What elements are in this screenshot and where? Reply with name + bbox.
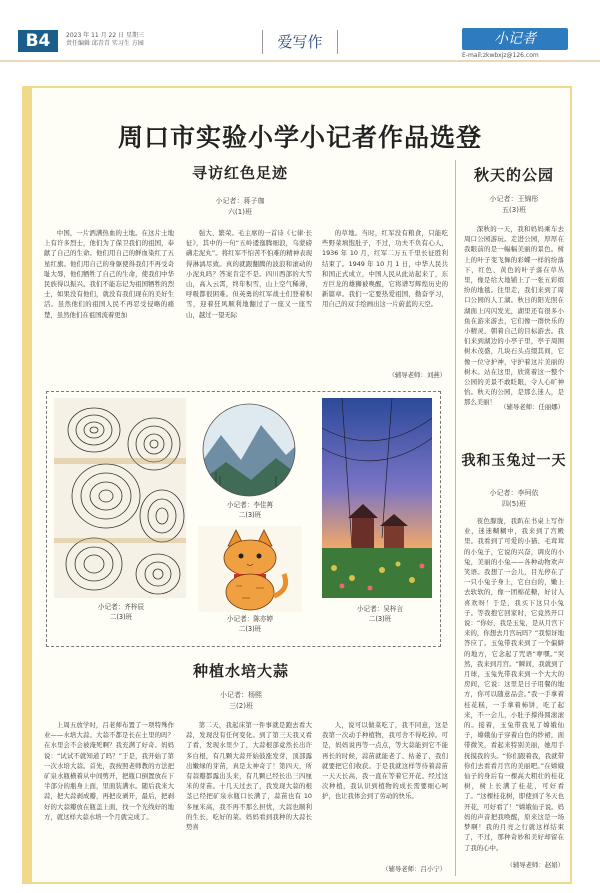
article-red-col2: 强大、繁荣。毛主席的一首诗《七律·长征》，其中的一句“五岭逶迤腾细浪，乌蒙磅礴走泥丸”。将红军不怕苦不怕难的精神表现得淋漓尽致。真的就跟翻腾的波浪和滚动的小泥丸吗？答案肯定不是。四川西部的大雪山，高入云霄，终年积雪，山上空气稀薄，呼吸都很困难。但英勇的红军战士们登着积雪，迎着狂风顺利地翻过了一座又一座雪山，越过一望无际 [186,229,312,319]
staff-line: 责任编辑 邱青青 实习生 方园 [66,40,144,47]
article-rabbit-body: 夜色朦胧，我趴在书桌上写作业，迷迷糊糊中，我来到了宫殿里。我看到了可爱的小猫、毛茸茸的小兔子，它说的兴奋，调皮的小兔，美丽的小兔——各种动物欢声笑语。我想了一会儿，目光停在了一只小兔子身上，它白白的，嫩上去软软的，像一团棉花糖，好讨人喜欢呀！于是，我买下这只小兔子。等我抱它回家时，它竟然开口说：“你好，我是玉兔，是从月宫下来的，你想去月宫玩吗？”我惊讶地答应了。玉兔带我来到了一个偏僻的地方，它念起了咒语“咿嘿。”突然，我来到月宫。“瞬间，我就到了月球，玉兔先带我来到一个大大的房间，它说：这里是日子用餐的地方，你可以随意品尝。”我一手拿着桂花糕，一手拿着柿饼，吃了起来，不一会儿，小肚子撑得圆滚滚的。接着，玉兔带我见了嫦娥仙子，嫦娥仙子穿着白色的纱裙，面带微笑，看起来特别美丽，她用手抚摸我的头。“你们跟着我，我就带你们去看看月宫的美丽吧。”在嫦娥仙子的身后有一棵高大粗壮的桂花树，树上长满了桂花，可好看了。“这棵桂花树，即使到了冬天也开花，可好看了！”嫦娥仙子说。妈妈的声音把我唤醒，原来这是一场梦啊！我的月亮之行就这样结束了，不过，那种奇妙和美好却留在了我的心中。 [464,517,564,852]
column-divider [455,160,456,876]
author-autumn: 小记者：王锦彤 [489,195,539,203]
page-number: B4 [18,30,58,52]
article-garlic-col2: 第二天，我起床第一件事就是跑去看大蒜，发现没有任何变化。到了第三天我又看了看，发现水里少了，大蒜根部竟然长出许多白根，有几颗大蒜开始鼓涨发芽，顶部露出嫩绿的芽苗，真是太神奇了！第四天，所有蒜瓣都露出头来，有几颗已经长出三四厘米的芽苗。十几天过去了，我发现大蒜的根茎已经把矿泉水瓶口长满了，蒜苗也有 10 多厘米高，我不再不那么担忧，大蒜也顺利的生长，吃好的菜。妈妈看到我种的大蒜长势喜 [186,721,312,832]
class-garlic: 三(2)班 [229,702,253,710]
byline-autumn [466,194,562,216]
section-title: 爱写作 [262,30,338,54]
editor-red: （辅导老师：刘燕） [388,371,446,379]
editor-garlic: （辅导老师：吕小宁） [382,865,446,873]
article-red-col1: 中国，一片洒满热血的土地。在这片土地上有许多烈士，他们为了保卫我们的祖国，奉献了自己的生命。他们用自己的鲜血染红了五星红旗。他们用自己的身躯使得我们不再受奇耻大辱，他们牺牲了自己的生命，使我们中华民族得以振兴。我们不能忘记为祖国牺牲的烈士，如果没有他们，就没有我们现在的美好生活。虽然他们的祖国人民不再忍受侵略的痛楚，虽然他们在祖国流着更加 [44,229,174,319]
artwork-round-landscape [196,400,302,500]
artwork-orange-cat [198,526,302,612]
class-rabbit: 四(5)班 [502,500,526,508]
artwork-caption-1: 小记者：齐梓辰 二(3)班 [97,603,145,621]
author-rabbit: 小记者：李珂依 [489,489,539,497]
issue-meta [66,32,144,48]
byline-garlic [186,690,296,712]
editor-autumn: （辅导老师：任丽娜） [500,403,564,411]
byline-red [180,196,300,218]
class-red: 六(1)班 [228,208,252,216]
article-title-rabbit: 我和玉兔过一天 [461,453,567,469]
article-garlic-col1: 上周五放学时，吕老师布置了一项特殊作业——水培大蒜。大蒜不都是长在土里的吗？在水里会不会被淹死啊？我充满了好奇。妈妈说：“试试不就知道了吗？”于是，我开始了第一次水培大蒜。首先，我按照老师教的方法把矿泉水瓶横着从中间剪开，把瓶口倒置放在下半部分的瓶身上面，里面装满水。随后我来大蒜，把大蒜剥成瓣，再把皮剥开，最后，把剥好的大蒜瓣放在瓶盖上面，找一个光线好的地方，就这样大蒜水培一个月就完成了。 [44,721,174,821]
frame-accent-bar [22,86,30,884]
author-red: 小记者：蒋子珈 [215,197,265,205]
byline-rabbit [466,488,562,510]
author-garlic: 小记者：杨熙 [220,691,262,699]
article-title-garlic: 种植水培大蒜 [192,662,289,680]
editor-rabbit: （辅导老师：赵娟） [506,861,564,869]
artwork-sunset-village [322,398,432,598]
page-header [0,0,600,62]
contact-email: E-mail:zkwbxjz@126.com [462,52,539,59]
article-autumn-body: 深秋的一天，我和妈妈乘车去周口公园游玩。走进公园，厚厚在我眼前的是一幅幅美丽的景色。树上的叶子变飞舞的彩蝶一样的纷落下，红色、黄色的叶子落在草丛里，像是给大地铺上了一张五彩缤纷的地毯。往里走，我们来到了周口公园的人工湖。秋日的阳光照在湖面上闪闪发光，湖里还有很多小鱼在游来游去，它们像一群快乐的小精灵，朝着自己的目标游去。我们来到湖边的小亭子里，亭子周围树木茂盛，几块石头点缀其间，它像一位守护神，守护着这片美丽的树木。站在这里，欣赏着这一整个公园的美景不敢眨眼，令人心旷神怡。秋天的公园，是那么迷人，是那么美丽！ [464,225,564,407]
artwork-caption-2: 小记者：李佳苒 二(3)班 [226,501,274,519]
brand-logo: 小记者 [462,28,568,50]
main-title: 周口市实验小学小记者作品选登 [117,123,482,152]
article-garlic-col3: 人，说可以做菜吃了，我不同意，这是我第一次动手种植物，我可舍不得吃掉。可是，妈妈说再等一点点，等大蒜能到它不能再长的时候，蒜苗就能老了、枯萎了，我们就要把它们收获。于是我就这样等待着蒜苗一天天长高，我一直在等着它开花。经过这次种植，我认识到植物的成长需要细心呵护，也让我体会到了劳动的快乐。 [322,721,448,801]
article-title-autumn: 秋天的公园 [473,166,554,184]
article-title-red: 寻访红色足迹 [191,164,288,182]
artwork-caption-4: 小记者：吴梓言 二(3)班 [356,605,404,623]
article-red-col3: 的草地。当时，红军没有粮食，只能吃些野菜填饱肚子，不过，功夫不负有心人，1936 年 10 月，红军二万五千里长征胜利结束了。1949 年 10 月 1 日，中华人民共和国正式成立，中国人民从此站起来了，东方巨龙的雄狮被唤醒，它将谱写辉煌历史的新篇章。我们一定要热爱祖国，勤奋学习，用自己的双手绘画出这一片蔚蓝的天空。 [322,229,448,309]
class-autumn: 五(3)班 [502,206,526,214]
date-line: 2023 年 11 月 22 日 星期三 [66,32,144,39]
artwork-tree-rings [54,398,186,598]
artwork-caption-3: 小记者：陈亦婷 二(3)班 [226,615,274,633]
